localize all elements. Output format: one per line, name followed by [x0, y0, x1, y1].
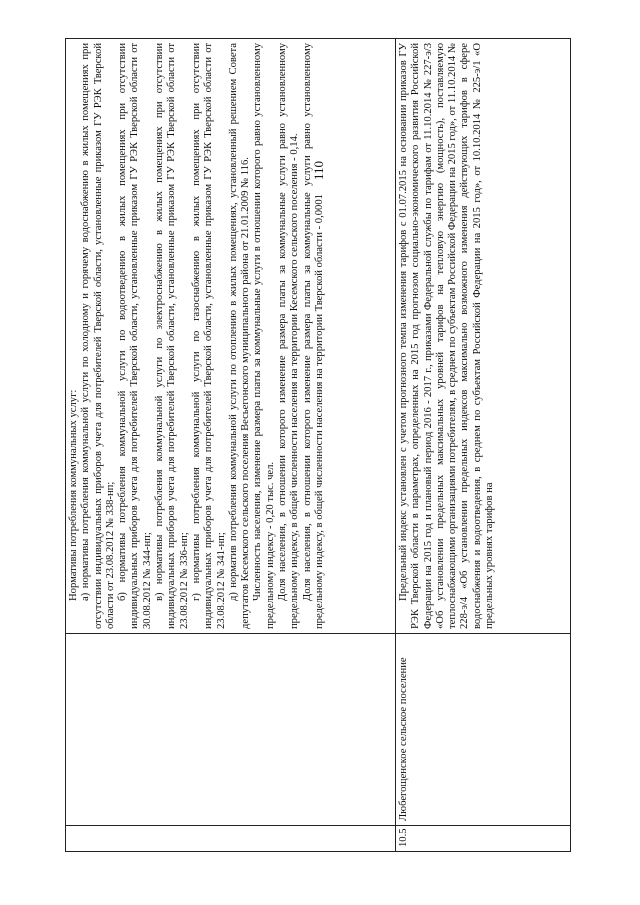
rotated-table-wrapper [65, 38, 570, 852]
settlement-cell: Любегощенское сельское поселение [396, 634, 571, 826]
page-number-text: 110 [311, 160, 326, 180]
description-cell [66, 39, 396, 634]
paragraph: д) норматив потребления коммунальной услуги по отоплению в жилых помещениях, установленный решением Совета депутатов Кесемского сельского поселения Весьегонского муниципального района от 21.01.2009 № 116. [227, 43, 252, 629]
document-table [65, 38, 571, 852]
table-row [66, 39, 396, 852]
paragraph: б) нормативы потребления коммунальной услуги по водоотведению в жилых помещениях при отсутствии индивидуальных приборов учета для потребителей Тверской области, установленные приказом ГУ РЭК Тверской области от 30.08.2012 № 344-нп; [117, 43, 153, 629]
paragraph: Численность населения, изменение размера платы за коммунальные услуги в отношении которого равно установленному предельному индексу - 0,20 тыс. чел. [252, 43, 276, 629]
paragraph: Доля населения, в отношении которого изменение размера платы за коммунальные услуги равно установленному предельному индексу, в общей численности населения на территории Тверской области - 0,0001 [301, 43, 325, 629]
row-number-cell: 10.5 [396, 826, 571, 852]
paragraph: Нормативы потребления коммунальных услуг: [68, 389, 79, 601]
paragraph: в) нормативы потребления коммунальной услуги по электроснабжению в жилых помещениях при отсутствии индивидуальных приборов учета для потребителей Тверской области, установленные приказом ГУ РЭК Тверской области от 23.08.2012 № 336-нп; [154, 43, 190, 629]
paragraph: а) нормативы потребления коммунальной услуги по холодному и горячему водоснабжению в жилых помещениях при отсутствии индивидуальных приборов учета для потребителей Тверской области, установленные приказом ГУ РЭК Тверской области от 23.08.2012 № 338-нп; [80, 43, 116, 629]
description-cell [396, 39, 571, 634]
paragraph: Доля населения, в отношении которого изменение размера платы за коммунальные услуги равно установленному предельному индексу, в общей численности населения на территории Кесемского сельского поселения - 0,14. [277, 43, 301, 629]
table-row [396, 39, 571, 852]
paragraph: Предельный индекс установлен с учетом прогнозного темпа изменения тарифов с 01.07.2015 на основании приказов ГУ РЭК Тверской области в параметрах, определенных на 2015 год прогнозом социально-экономического развития Российской Федерации на 2015 год и плановый период 2016 - 2017 г., приказами Федеральной службы по тарифам от 11.10.2014 № 227-э/3 «Об установлении предельных максимальных уровней тарифов на тепловую энергию (мощность), поставляемую теплоснабжающими организациями потребителям, в среднем по субъектам Российской Федерации на 2015 год», от 11.10.2014 № 228-э/4 «Об установлении предельных индексов максимально возможного изменения действующих тарифов в сфере водоснабжения и водоотведения, в среднем по субъектам Российской Федерации на 2015 год», от 10.10.2014 № 225-э/1 «О предельных уровнях тарифов на [398, 43, 496, 629]
paragraph: г) нормативы потребления коммунальной услуги по газоснабжению в жилых помещениях при отсутствии индивидуальных приборов учета для потребителей Тверской области, установленные приказом ГУ РЭК Тверской области от 23.08.2012 № 341-нп; [190, 43, 227, 629]
settlement-cell [66, 634, 396, 826]
row-number-cell [66, 826, 396, 852]
